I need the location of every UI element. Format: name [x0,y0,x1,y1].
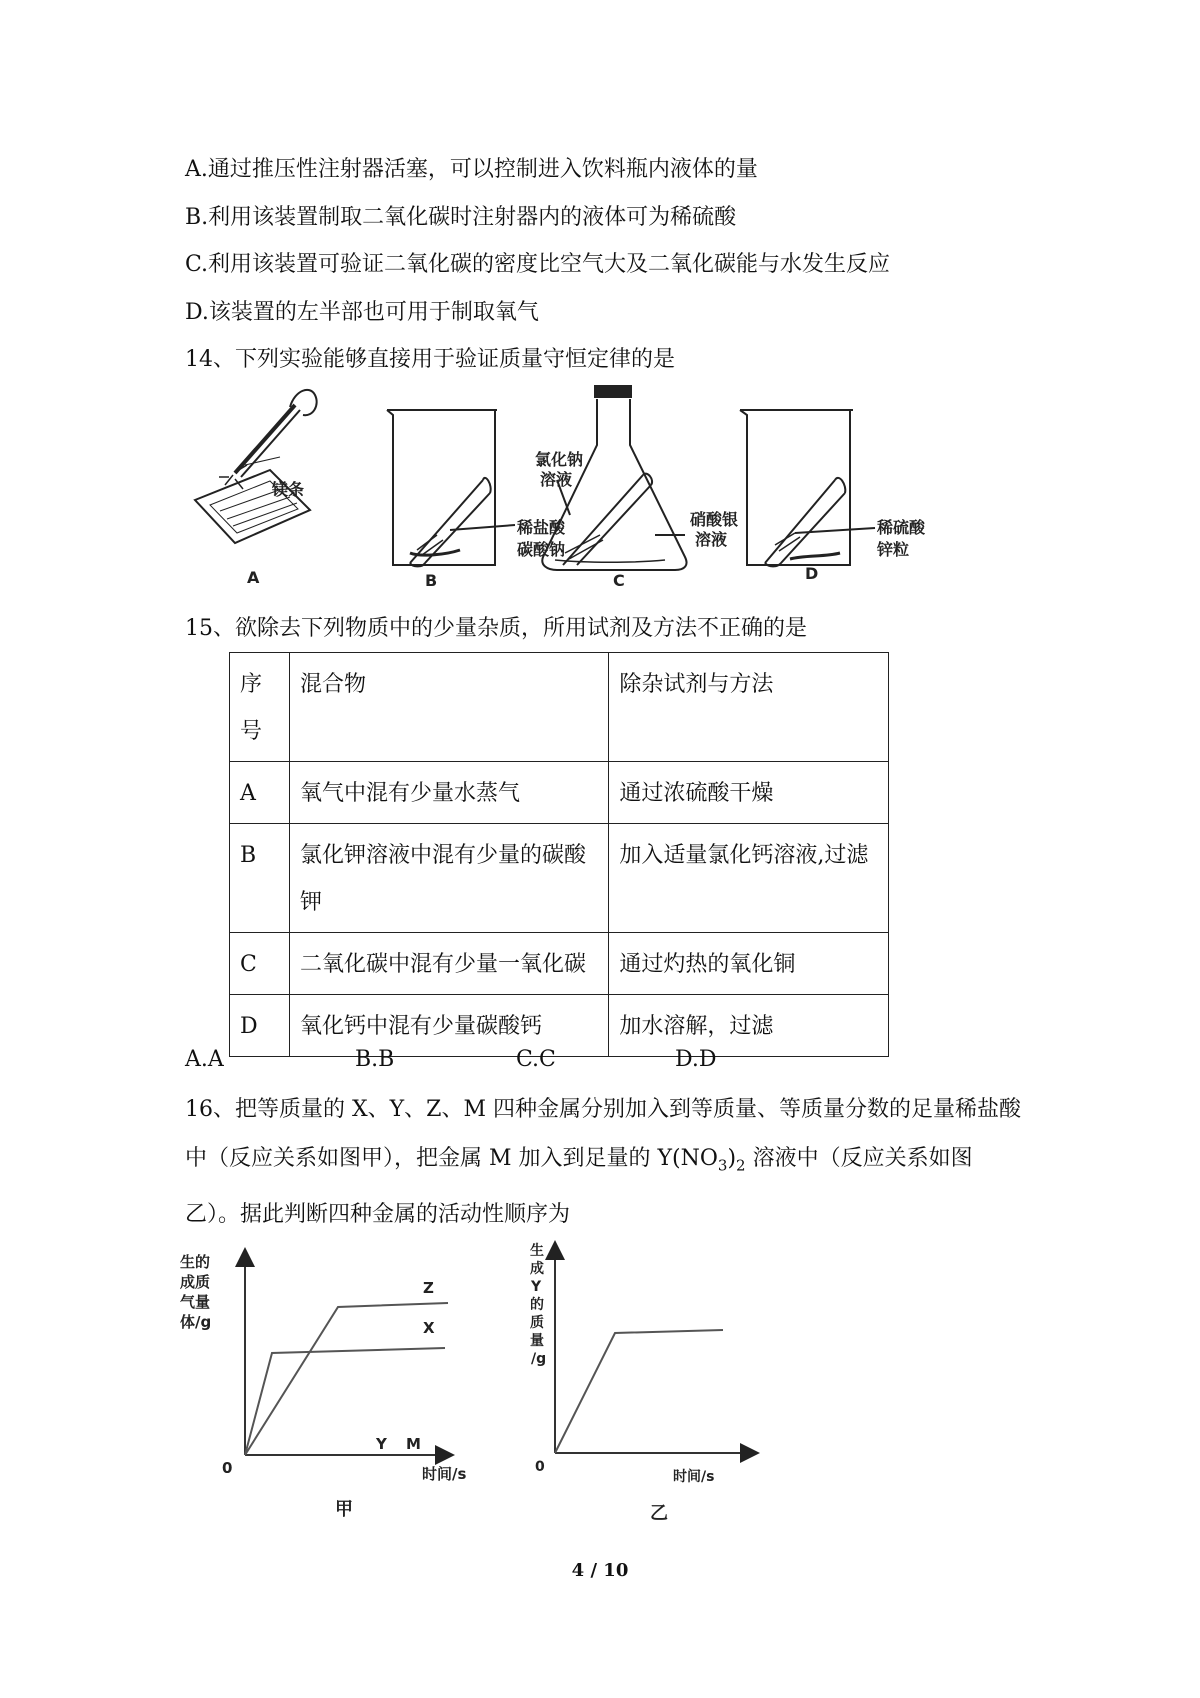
figure-c-label1: 氯化钠 [535,450,584,469]
figure-c-label2: 溶液 [540,470,573,489]
yi-ylabel-4: 的 [530,1297,544,1313]
yi-caption: 乙 [650,1503,668,1524]
yi-ylabel-6: 量 [530,1333,544,1349]
table-row [230,995,889,1057]
jia-ylabel-4: 体/g [180,1313,212,1331]
row-a-mixture: 氧气中混有少量水蒸气 [289,762,608,824]
q13-option-a: A.通过推压性注射器活塞，可以控制进入饮料瓶内液体的量 [185,157,758,182]
jia-ylabel-1: 生的 [180,1253,211,1271]
figure-a-label: 镁条 [272,480,305,499]
q15-option-a: A.A [185,1047,224,1072]
graph-yi [525,1235,785,1525]
header-mixture: 混合物 [289,653,608,762]
q16-stem-part3: 溶液中（反应关系如图乙）。据此判断四种金属的活动性顺序为 [185,1146,973,1228]
jia-origin: 0 [222,1459,233,1477]
yi-origin: 0 [535,1459,545,1475]
q14-stem: 14、下列实验能够直接用于验证质量守恒定律的是 [185,347,675,372]
figure-b-label2: 碳酸钠 [517,540,566,559]
figure-d-letter: D [805,564,819,583]
figure-c-label3: 硝酸银 [690,510,739,529]
row-c-mixture: 二氧化碳中混有少量一氧化碳 [289,933,608,995]
q16-stem-sub2: 2 [736,1156,746,1175]
jia-label-m: M [406,1435,421,1453]
figure-d-beaker [740,410,875,566]
q15-option-c: C.C [516,1047,556,1072]
figure-c-letter: C [613,571,625,590]
page-number: 4 / 10 [571,1560,629,1581]
row-c-index: C [230,933,290,995]
jia-label-x: X [423,1319,435,1337]
table-row [230,824,889,933]
row-a-method: 通过浓硫酸干燥 [609,762,889,824]
row-b-method: 加入适量氯化钙溶液,过滤 [609,824,889,933]
jia-caption: 甲 [335,1499,353,1520]
yi-ylabel-7: /g [531,1351,547,1367]
yi-xlabel: 时间/s [673,1469,715,1485]
q15-option-d: D.D [675,1047,717,1072]
table-row [230,762,889,824]
jia-label-y: Y [376,1435,387,1453]
figure-c-label4: 溶液 [695,530,728,549]
jia-ylabel-2: 成质 [180,1273,211,1291]
figure-d-label1: 稀硫酸 [877,518,926,537]
row-b-index: B [230,824,290,933]
q15-table [229,652,889,1057]
figure-b-label1: 稀盐酸 [517,518,566,537]
header-index: 序号 [230,653,290,762]
table-header-row [230,653,889,762]
figure-a-magnesium [195,390,317,543]
q16-stem-part2: ) [727,1146,737,1171]
figure-b-beaker [387,410,515,566]
q13-option-b: B.利用该装置制取二氧化碳时注射器内的液体可为稀硫酸 [185,205,737,230]
graph-jia [180,1245,480,1525]
figure-b-letter: B [425,571,438,590]
q15-option-b: B.B [355,1047,395,1072]
q16-stem-part1: 16、把等质量的 X、Y、Z、M 四种金属分别加入到等质量、等质量分数的足量稀盐酸中（反应关系如图甲），把金属 M 加入到足量的 Y(NO [185,1097,1021,1171]
q13-option-c: C.利用该装置可验证二氧化碳的密度比空气大及二氧化碳能与水发生反应 [185,252,891,277]
yi-line [555,1330,723,1453]
header-method: 除杂试剂与方法 [609,653,889,762]
figure-a-letter: A [247,568,260,587]
yi-ylabel-3: Y [531,1279,542,1295]
jia-ylabel-3: 气量 [180,1293,211,1311]
row-a-index: A [230,762,290,824]
q16-stem [185,1085,1025,1239]
figure-d-label2: 锌粒 [877,540,910,559]
row-d-index: D [230,995,290,1057]
q13-option-d: D.该装置的左半部也可用于制取氧气 [185,300,539,325]
q16-stem-sub: 3 [717,1156,728,1175]
q14-figures [185,385,1045,590]
jia-xlabel: 时间/s [422,1465,467,1483]
jia-line-z [245,1303,448,1455]
row-c-method: 通过灼热的氧化铜 [609,933,889,995]
row-b-mixture: 氯化钾溶液中混有少量的碳酸钾 [289,824,608,933]
jia-label-z: Z [423,1279,434,1297]
yi-ylabel-2: 成 [530,1261,544,1277]
row-d-method: 加水溶解，过滤 [609,995,889,1057]
yi-ylabel-1: 生 [530,1243,544,1259]
q15-stem: 15、欲除去下列物质中的少量杂质，所用试剂及方法不正确的是 [185,616,807,641]
table-row [230,933,889,995]
yi-ylabel-5: 质 [530,1315,544,1331]
row-d-mixture: 氧化钙中混有少量碳酸钙 [289,995,608,1057]
